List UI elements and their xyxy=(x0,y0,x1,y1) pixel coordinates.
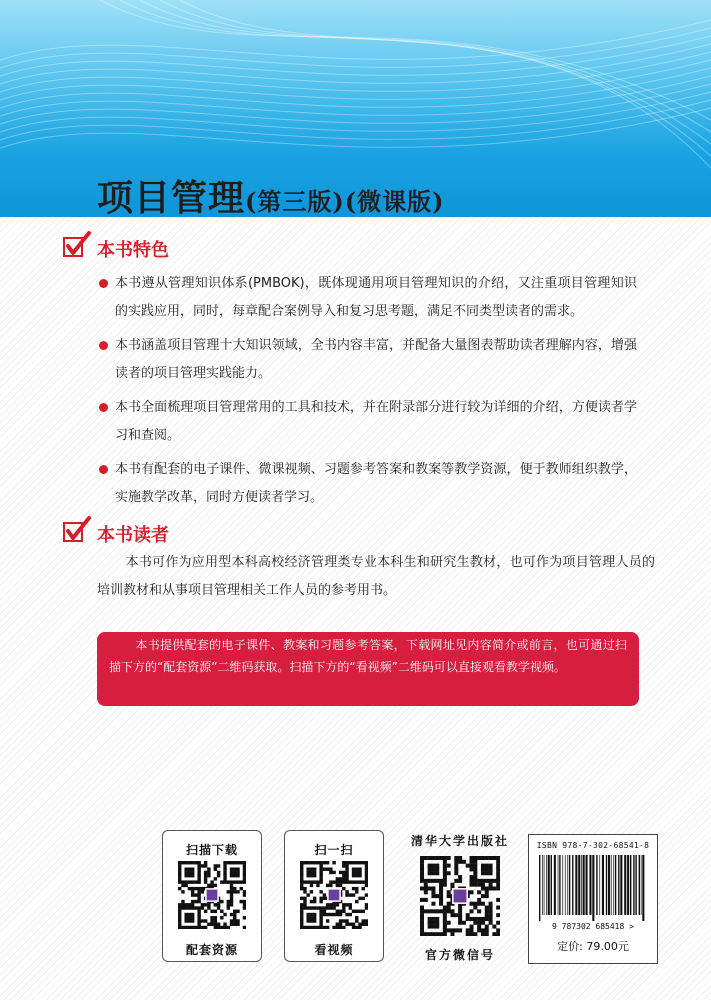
feature-item xyxy=(97,456,637,512)
qr-card-resources[interactable] xyxy=(162,830,262,962)
bullet-dot-icon xyxy=(99,279,108,288)
bullet-dot-icon xyxy=(99,341,108,350)
checkbox-check-icon xyxy=(62,515,92,545)
feature-text: 本书有配套的电子课件、微课视频、习题参考答案和教案等教学资源，便于教师组织教学，实施教学改革，同时方便读者学习。 xyxy=(115,462,637,505)
readers-heading: 本书读者 xyxy=(97,525,169,546)
readers-text: 本书可作为应用型本科高校经济管理类专业本科生和研究生教材，也可作为项目管理人员的培训教材和从事项目管理相关工作人员的参考用书。 xyxy=(97,555,655,598)
book-title xyxy=(97,170,444,217)
publisher-block xyxy=(408,828,512,968)
isbn-barcode-box xyxy=(528,834,658,964)
isbn-text: ISBN 978-7-302-68541-8 xyxy=(536,841,650,850)
bullet-dot-icon xyxy=(99,465,108,474)
qr-code-icon[interactable] xyxy=(420,856,500,936)
publisher-name: 清华大学出版社 xyxy=(410,834,509,848)
barcode-digits: 9 787302 685418 > xyxy=(552,922,634,931)
title-main: 项目管理 xyxy=(97,177,246,217)
qr-card-video[interactable] xyxy=(284,830,384,962)
feature-item xyxy=(97,332,637,388)
title-edition: (第三版)(微课版) xyxy=(245,187,445,216)
top-banner xyxy=(0,0,711,217)
feature-text: 本书全面梳理项目管理常用的工具和技术，并在附录部分进行较为详细的介绍，方便读者学习和查阅。 xyxy=(115,400,637,443)
feature-item xyxy=(97,270,637,326)
features-list xyxy=(97,270,637,518)
qr-code-icon[interactable] xyxy=(178,861,246,929)
price-label: 定价: 79.00元 xyxy=(557,940,629,953)
feature-text: 本书涵盖项目管理十大知识领域，全书内容丰富，并配备大量图表帮助读者理解内容，增强读者的项目管理实践能力。 xyxy=(115,338,637,381)
features-heading: 本书特色 xyxy=(97,240,169,261)
bullet-dot-icon xyxy=(99,403,108,412)
qr-top-label: 扫描下载 xyxy=(185,843,238,857)
qr-code-icon[interactable] xyxy=(300,861,368,929)
qr-bottom-label: 配套资源 xyxy=(185,943,238,957)
feature-item xyxy=(97,394,637,450)
feature-text: 本书遵从管理知识体系(PMBOK)，既体现通用项目管理知识的介绍，又注重项目管理知识的实践应用，同时，每章配合案例导入和复习思考题，满足不同类型读者的需求。 xyxy=(115,276,637,319)
resource-notice: 本书提供配套的电子课件、教案和习题参考答案，下载网址见内容简介或前言，也可通过扫描下方的“配套资源”二维码获取。扫描下方的“看视频”二维码可以直接观看教学视频。 xyxy=(97,632,639,706)
barcode-icon xyxy=(537,855,649,921)
qr-top-label: 扫一扫 xyxy=(314,843,354,857)
qr-bottom-label: 看视频 xyxy=(314,943,354,957)
checkbox-check-icon xyxy=(62,230,92,260)
publisher-qr-label: 官方微信号 xyxy=(424,948,495,962)
